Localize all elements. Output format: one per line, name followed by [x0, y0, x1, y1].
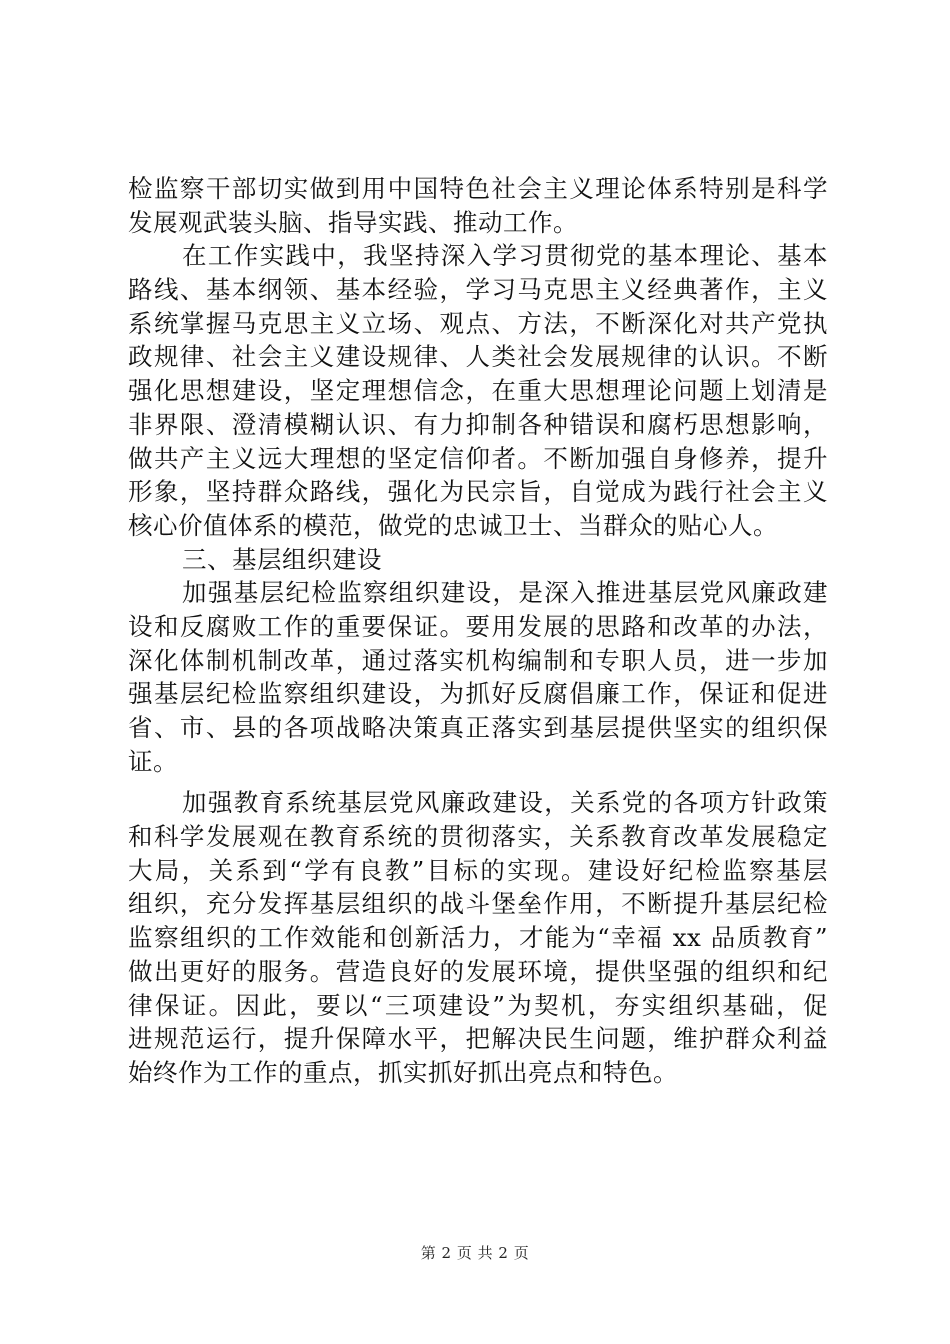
paragraph-line: 证。	[128, 746, 178, 776]
paragraph-gap	[128, 778, 828, 786]
paragraph-line: 做出更好的服务。营造良好的发展环境，提供坚强的组织和纪	[128, 956, 828, 986]
paragraph-line: 设和反腐败工作的重要保证。要用发展的思路和改革的办法，	[128, 611, 828, 641]
paragraph-line: 强化思想建设，坚定理想信念，在重大思想理论问题上划清是	[128, 376, 828, 406]
paragraph-line: 进规范运行，提升保障水平，把解决民生问题，维护群众利益	[128, 1024, 828, 1054]
paragraph-line: 在工作实践中，我坚持深入学习贯彻党的基本理论、基本	[182, 241, 828, 271]
paragraph-line: 律保证。因此，要以“三项建设”为契机，夯实组织基础，促	[128, 990, 828, 1020]
paragraph-line: 发展观武装头脑、指导实践、推动工作。	[128, 207, 578, 237]
paragraph-line: 做共产主义远大理想的坚定信仰者。不断加强自身修养，提升	[128, 443, 828, 473]
paragraph-line: 省、市、县的各项战略决策真正落实到基层提供坚实的组织保	[128, 713, 828, 742]
page-footer: 第 2 页 共 2 页	[420, 1244, 530, 1262]
paragraph-line: 加强基层纪检监察组织建设，是深入推进基层党风廉政建	[182, 578, 828, 608]
paragraph-line: 三、基层组织建设	[182, 544, 382, 574]
paragraph-line: 和科学发展观在教育系统的贯彻落实，关系教育改革发展稳定	[128, 822, 828, 852]
paragraph-line: 政规律、社会主义建设规律、人类社会发展规律的认识。不断	[128, 342, 828, 372]
paragraph-line: 检监察干部切实做到用中国特色社会主义理论体系特别是科学	[128, 174, 828, 203]
paragraph-line: 强基层纪检监察组织建设，为抓好反腐倡廉工作，保证和促进	[128, 679, 828, 709]
document-body	[128, 172, 828, 1090]
paragraph-line: 监察组织的工作效能和创新活力，才能为“幸福 xx 品质教育”	[128, 923, 828, 953]
paragraph-line: 系统掌握马克思主义立场、观点、方法，不断深化对共产党执	[128, 308, 828, 338]
paragraph-line: 深化体制机制改革，通过落实机构编制和专职人员，进一步加	[128, 645, 828, 675]
paragraph-line: 核心价值体系的模范，做党的忠诚卫士、当群众的贴心人。	[128, 510, 778, 540]
paragraph-line: 加强教育系统基层党风廉政建设，关系党的各项方针政策	[182, 788, 828, 818]
paragraph-line: 组织，充分发挥基层组织的战斗堡垒作用，不断提升基层纪检	[128, 889, 828, 919]
paragraph-line: 路线、基本纲领、基本经验，学习马克思主义经典著作，主义	[128, 275, 828, 305]
paragraph-line: 非界限、澄清模糊认识、有力抑制各种错误和腐朽思想影响，	[128, 409, 828, 439]
paragraph-line: 形象，坚持群众路线，强化为民宗旨，自觉成为践行社会主义	[128, 477, 828, 507]
paragraph-line: 始终作为工作的重点，抓实抓好抓出亮点和特色。	[128, 1057, 678, 1087]
paragraph-line: 大局，关系到“学有良教”目标的实现。建设好纪检监察基层	[128, 855, 828, 885]
